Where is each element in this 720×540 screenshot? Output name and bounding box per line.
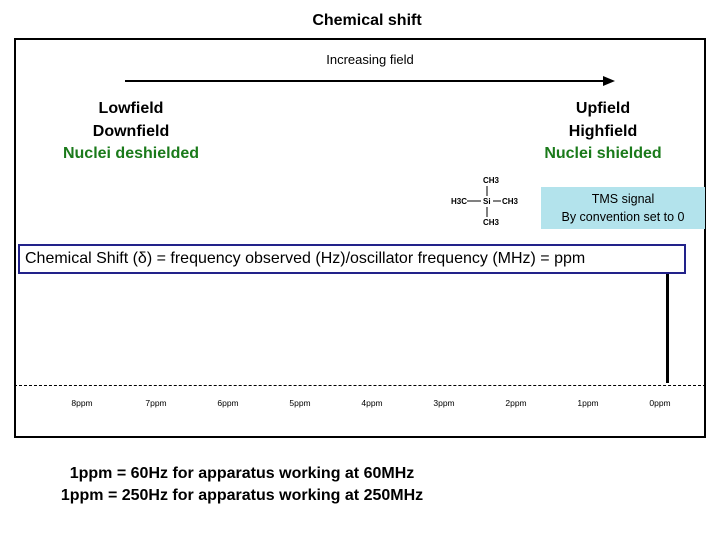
- tick-0ppm: 0ppm: [649, 398, 671, 408]
- tick-7ppm: 7ppm: [145, 398, 167, 408]
- deshielded-label: Nuclei deshielded: [62, 145, 200, 162]
- tick-3ppm: 3ppm: [433, 398, 455, 408]
- tms-right-methyl: CH3: [502, 197, 519, 206]
- tms-signal-box: [541, 187, 705, 229]
- tms-top-methyl: CH3: [483, 176, 500, 185]
- tick-5ppm: 5ppm: [289, 398, 311, 408]
- page-title: Chemical shift: [312, 12, 422, 29]
- lowfield-label: Lowfield: [98, 100, 164, 117]
- tms-molecule-structure: [446, 172, 528, 232]
- downfield-label: Downfield: [92, 122, 170, 140]
- tick-6ppm: 6ppm: [217, 398, 239, 408]
- tms-silicon: Si: [483, 197, 491, 206]
- tms-bottom-methyl: CH3: [483, 218, 500, 227]
- tms-peak-line: [666, 272, 669, 383]
- tick-8ppm: 8ppm: [71, 398, 93, 408]
- tms-convention-label: By convention set to 0: [561, 210, 685, 224]
- tick-1ppm: 1ppm: [577, 398, 599, 408]
- shielded-label: Nuclei shielded: [544, 145, 662, 162]
- field-arrow-head-icon: [603, 76, 615, 86]
- highfield-label: Highfield: [568, 122, 638, 140]
- tms-left-methyl: H3C: [451, 197, 468, 206]
- tick-4ppm: 4ppm: [361, 398, 383, 408]
- upfield-block: [528, 98, 678, 166]
- tms-signal-label: TMS signal: [591, 192, 655, 206]
- chemical-shift-formula: Chemical Shift (δ) = frequency observed (Hz)/oscillator frequency (MHz) = ppm: [18, 244, 686, 274]
- ppm-baseline: [14, 385, 706, 386]
- footer-250mhz-note: 1ppm = 250Hz for apparatus working at 250MHz: [60, 487, 424, 504]
- lowfield-block: [50, 98, 212, 166]
- increasing-field-label: Increasing field: [326, 52, 414, 67]
- tick-2ppm: 2ppm: [505, 398, 527, 408]
- field-arrow-line: [125, 80, 605, 82]
- footer-notes: [0, 463, 484, 507]
- upfield-label: Upfield: [575, 100, 631, 117]
- footer-60mhz-note: 1ppm = 60Hz for apparatus working at 60MHz: [69, 465, 415, 482]
